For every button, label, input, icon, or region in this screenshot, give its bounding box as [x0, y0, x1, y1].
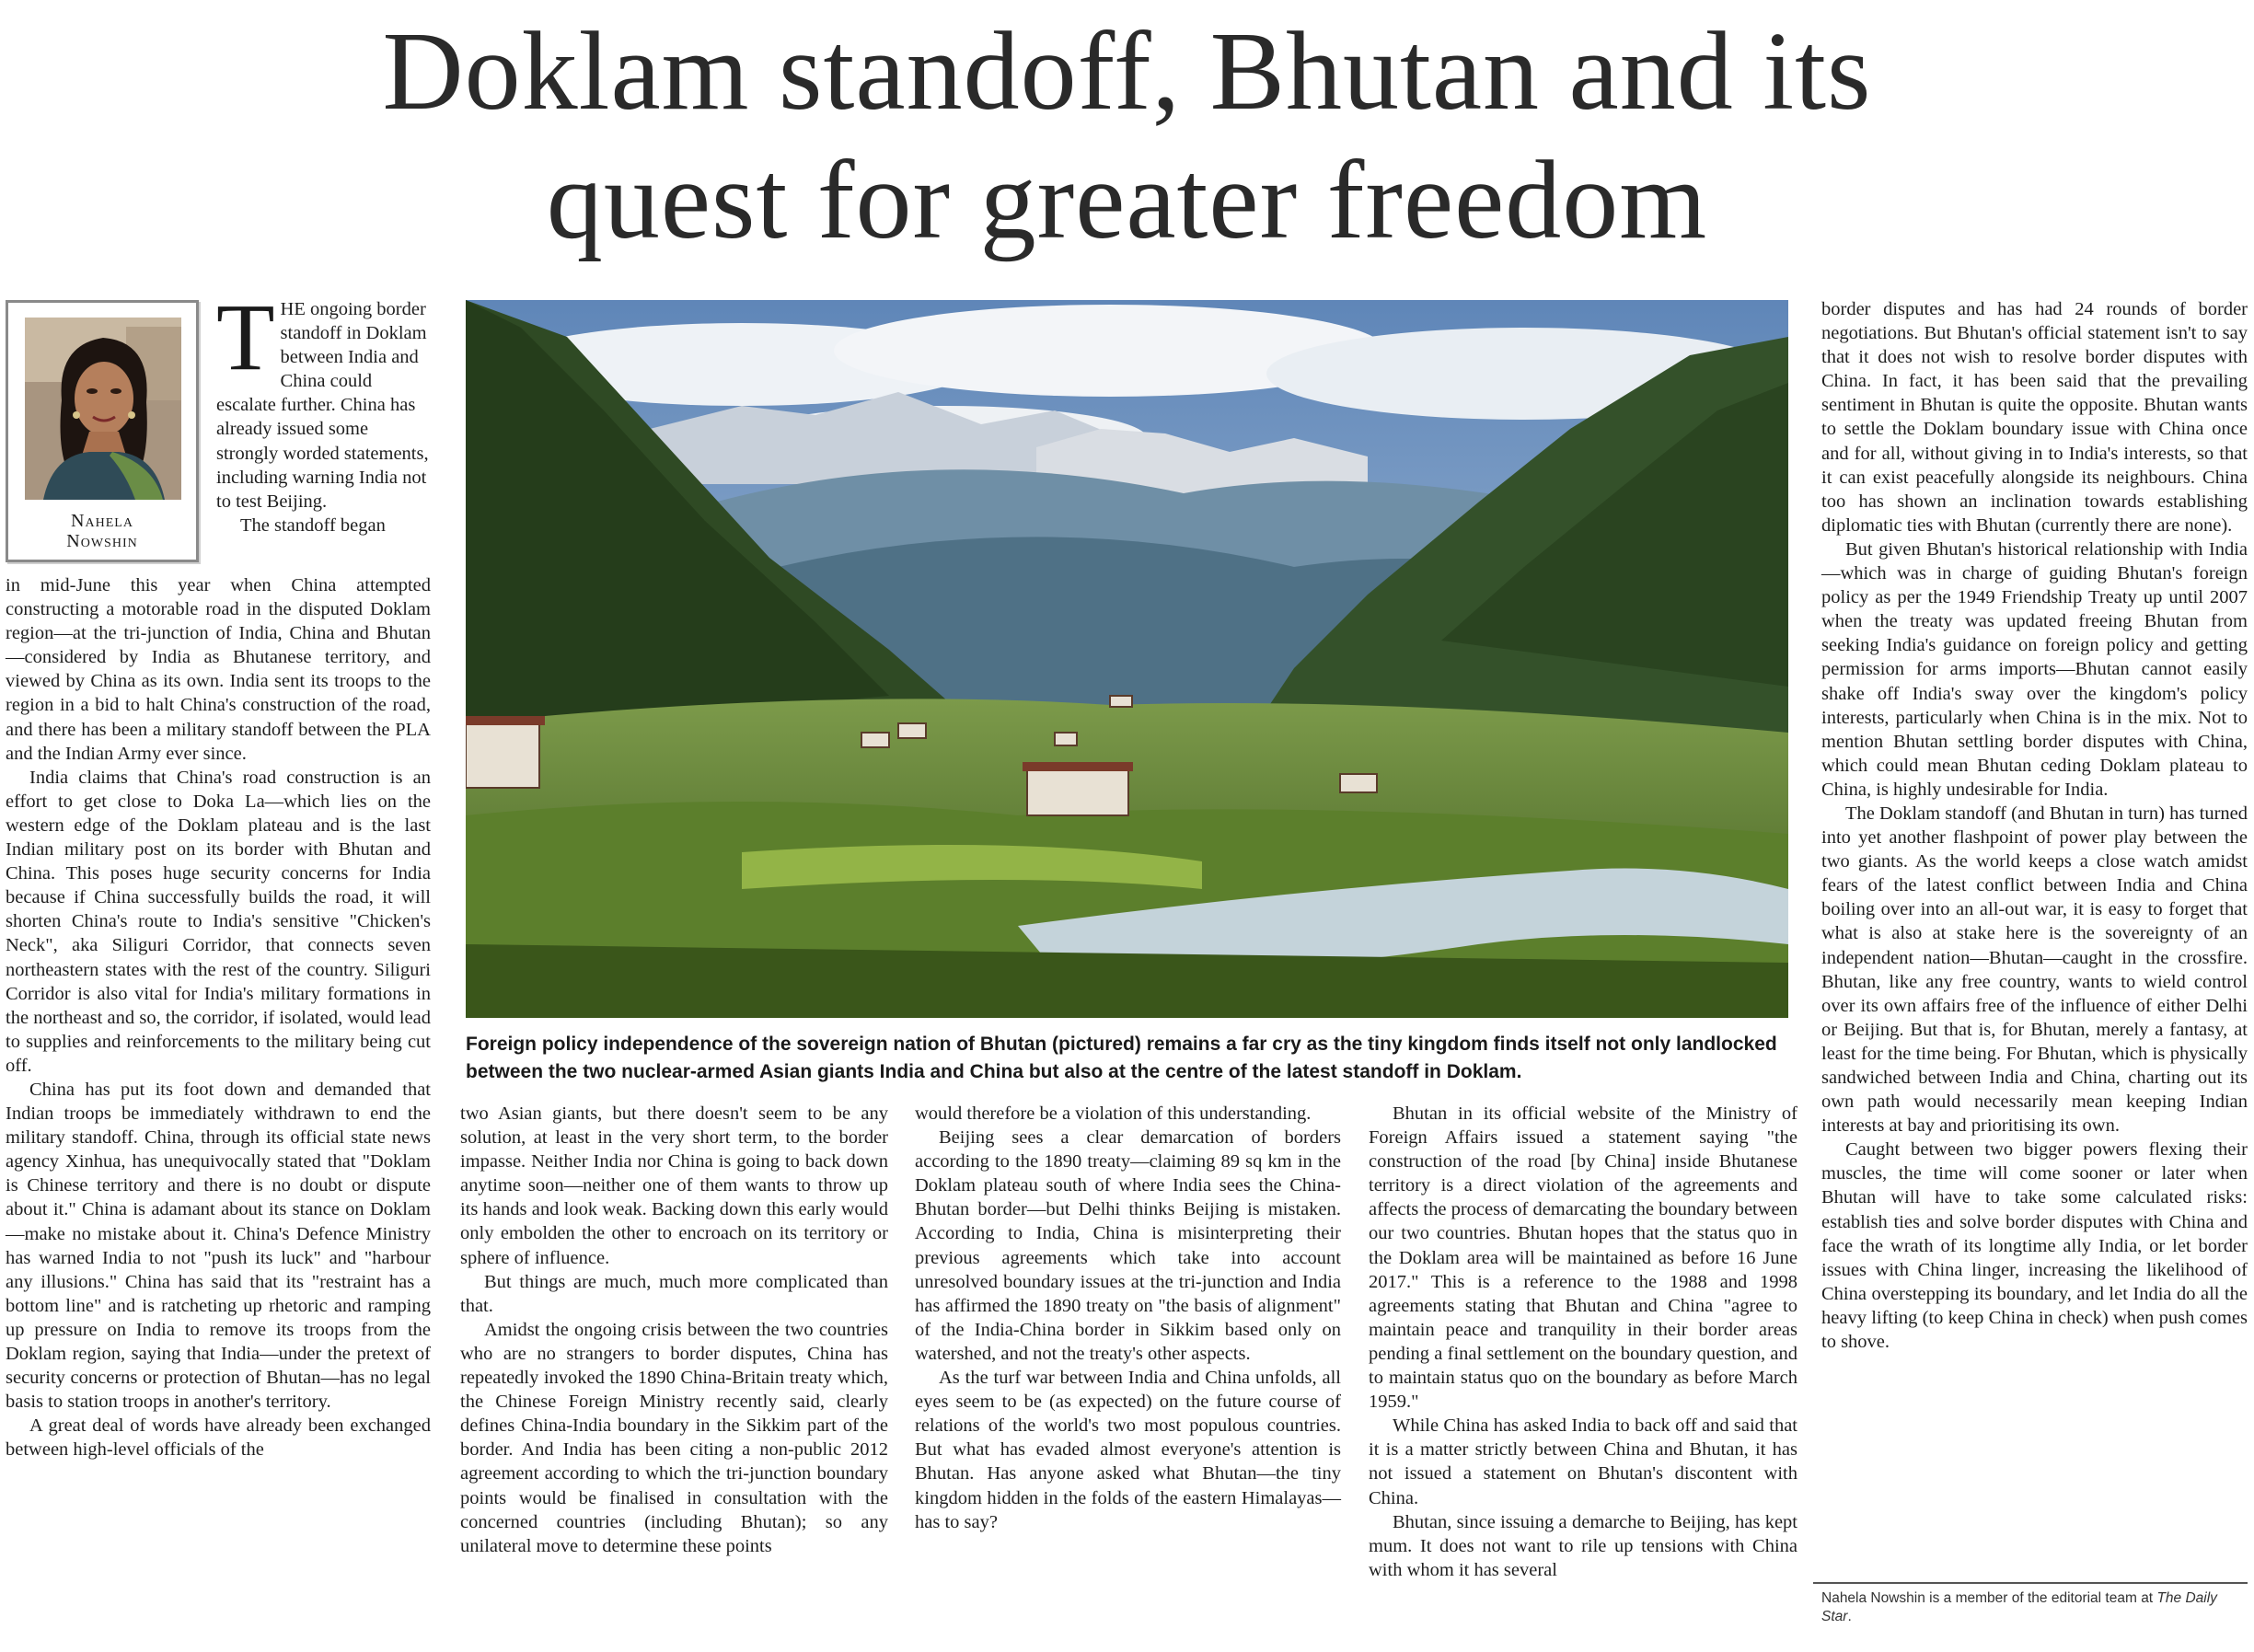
bhutan-valley-photo: [466, 300, 1788, 1018]
author-name: [8, 511, 196, 551]
paragraph: But given Bhutan's historical relationship with India—which was in charge of guiding Bhutan's foreign policy as per the 1949 Friendship Treaty up until 2007 when the treaty was updated freeing Bhutan from seeking India's guidance on foreign policy and getting permission for arms imports—Bhutan cannot easily shake off India's sway over the kingdom's policy interests, particularly when China is in the mix. Not to mention Bhutan settling border disputes with China, which could mean Bhutan ceding Doklam plateau to China, is highly undesirable for India.: [1821, 538, 2248, 800]
paragraph: Beijing sees a clear demarcation of borders according to the 1890 treaty—claiming 89 sq km in the Doklam plateau south of where India sees the China-Bhutan border—but Delhi thinks Beijing is mistaken. According to India, China is misinterpreting their previous agreements which take into account unresolved boundary issues at the tri-junction and India has affirmed the 1890 treaty on "the basis of alignment" of the India-China border in Sikkim based only on watershed, and not the treaty's other aspects.: [915, 1127, 1341, 1364]
author-portrait: [25, 318, 181, 500]
column-3: [915, 1102, 1341, 1534]
author-box: [6, 300, 199, 562]
paragraph: While China has asked India to back off and said that it is a matter strictly between China and Bhutan, it has not issued a statement on Bhutan's discontent with China.: [1369, 1415, 1797, 1508]
column-4: [1369, 1102, 1797, 1582]
paragraph: Bhutan in its official website of the Ministry of Foreign Affairs issued a statement saying "the construction of the road [by China] inside Bhutanese territory is a direct violation of the agreements and affects the process of demarcating the boundary between our two countries. Bhutan hopes that the status quo in the Doklam area will be maintained as before 16 June 2017." This is a reference to the 1988 and 1998 agreements stating that Bhutan and China "agree to maintain peace and tranquility in their border areas pending a final settlement on the boundary question, and to maintain status quo on the boundary as before March 1959.": [1369, 1103, 1797, 1413]
column-1: [6, 573, 431, 1461]
intro-paragraph: [216, 284, 430, 514]
paragraph: two Asian giants, but there doesn't seem to be any solution, at least in the very short term, to the border impasse. Neither India nor China is going to back down anytime soon—neither one of them wants to throw up its hands and look weak. Backing down this early would only embolden the other to encroach on its territory or sphere of influence.: [460, 1103, 888, 1268]
author-bio: [1821, 1589, 2248, 1626]
paragraph: A great deal of words have already been exchanged between high-level officials of the: [6, 1415, 431, 1461]
paragraph: Amidst the ongoing crisis between the two countries who are no strangers to border disputes, China has repeatedly invoked the 1890 China-Britain treaty which, the Chinese Foreign Ministry recently said, clearly defines China-India boundary in the Sikkim part of the border. And India has been citing a non-public 2012 agreement according to which the tri-junction boundary points would be finalised in consultation with the concerned countries (including Bhutan); so any unilateral move to determine these points: [460, 1319, 888, 1556]
drop-cap: T: [216, 284, 275, 390]
paragraph: Bhutan, since issuing a demarche to Beijing, has kept mum. It does not want to rile up tensions with China with whom it has several: [1369, 1511, 1797, 1580]
paragraph: Caught between two bigger powers flexing their muscles, the time will come sooner or later when Bhutan will have to take some calculated risks: establish ties and solve border disputes with China and face the wrath of its longtime ally India, or let border issues with China linger, increasing the likelihood of China overstepping its boundary, and let India do all the heavy lifting (to keep China in check) when push comes to shove.: [1821, 1139, 2248, 1353]
column-2: [460, 1102, 888, 1558]
column-5: [1821, 297, 2248, 1354]
paragraph: India claims that China's road construction is an effort to get close to Doka La—which lies on the western edge of the Doklam plateau and is the last Indian military post on its border with Bhutan and China. This poses huge security concerns for India because if China successfully builds the road, it will shorten China's route to India's sensitive "Chicken's Neck", aka Siliguri Corridor, that connects seven northeastern states with the rest of the country. Siliguri Corridor is also vital for India's military formations in the northeast and so, the corridor, if isolated, would lead to supplies and reinforcements to the military being cut off.: [6, 767, 431, 1076]
footer-divider: [1813, 1582, 2248, 1584]
headline: [37, 7, 2217, 265]
newspaper-name: The Daily Star: [1821, 1590, 2217, 1624]
paragraph: As the turf war between India and China unfolds, all eyes seem to be (as expected) on the future course of relations of the world's two most populous countries. But what has evaded almost everyone's attention is Bhutan. Has anyone asked what Bhutan—the tiny kingdom hidden in the folds of the eastern Himalayas—has to say?: [915, 1368, 1341, 1532]
headline-line-2: quest for greater freedom: [546, 138, 1708, 262]
paragraph: would therefore be a violation of this understanding.: [915, 1103, 1312, 1124]
paragraph: in mid-June this year when China attempted constructing a motorable road in the disputed Doklam region—at the tri-junction of India, China and Bhutan—considered by India as Bhutanese territory, and viewed by China as its own. India sent its troops to the region in a bid to halt China's construction of the road, and there has been a military standoff between the PLA and the Indian Army ever since.: [6, 575, 431, 764]
paragraph: But things are much, much more complicated than that.: [460, 1271, 888, 1316]
paragraph: border disputes and has had 24 rounds of border negotiations. But Bhutan's official statement isn't to say that it does not wish to resolve border disputes with China. In fact, it has been said that the prevailing sentiment in Bhutan is quite the opposite. Bhutan wants to settle the Doklam boundary issue with China once and for all, without giving in to India's interests, so that it can exist peacefully alongside its neighbours. China too has shown an inclination towards establishing diplomatic ties with Bhutan (currently there are none).: [1821, 299, 2248, 536]
author-name-line-1: Nahela: [71, 511, 133, 531]
headline-line-1: Doklam standoff, Bhutan and its: [382, 9, 1872, 133]
paragraph: The Doklam standoff (and Bhutan in turn) has turned into yet another flashpoint of power play between the two giants. As the world keeps a close watch amidst fears of the latest conflict between India and China boiling over into an all-out war, it is easy to forget that what is also at stake here is the sovereignty of an independent nation—Bhutan—caught in the crossfire. Bhutan, like any free country, wants to wield control over its own affairs free of the influence of either Delhi or Beijing. But that is, for Bhutan, merely a fantasy, at least for the time being. For Bhutan, which is physically sandwiched between India and China, charting out its own path would necessarily mean keeping Indian interests at bay and prioritising its own.: [1821, 803, 2248, 1137]
author-bio-end: .: [1847, 1609, 1852, 1624]
column-1-top: [216, 284, 430, 537]
author-name-line-2: Nowshin: [66, 531, 138, 551]
paragraph-start: The standoff began: [240, 514, 386, 536]
photo-caption: Foreign policy independence of the sovereign nation of Bhutan (pictured) remains a far cry as the tiny kingdom finds itself not only landlocked between the two nuclear-armed Asian giants India and China but also at the centre of the latest standoff in Doklam.: [466, 1034, 1777, 1082]
paragraph: China has put its foot down and demanded that Indian troops be immediately withdrawn to end the military standoff. China, through its official state news agency Xinhua, has unequivocally stated that "Doklam is Chinese territory and there is no doubt or dispute about it." China is adamant about its stance on Doklam—make no mistake about it. China's Defence Ministry has warned India to not "push its luck" and "harbour any illusions." China has said that its "restraint has a bottom line" and is ratcheting up rhetoric and ramping up pressure on India to remove its troops from the Doklam region, saying that India—under the pretext of security concerns or protection of Bhutan—has no legal basis to station troops in another's territory.: [6, 1079, 431, 1413]
author-bio-text: Nahela Nowshin is a member of the editorial team at: [1821, 1590, 2157, 1606]
intro-text: HE ongoing border standoff in Doklam between India and China could escalate further. China has already issued some strongly worded statements, including warning India not to test Beijing.: [216, 299, 429, 512]
